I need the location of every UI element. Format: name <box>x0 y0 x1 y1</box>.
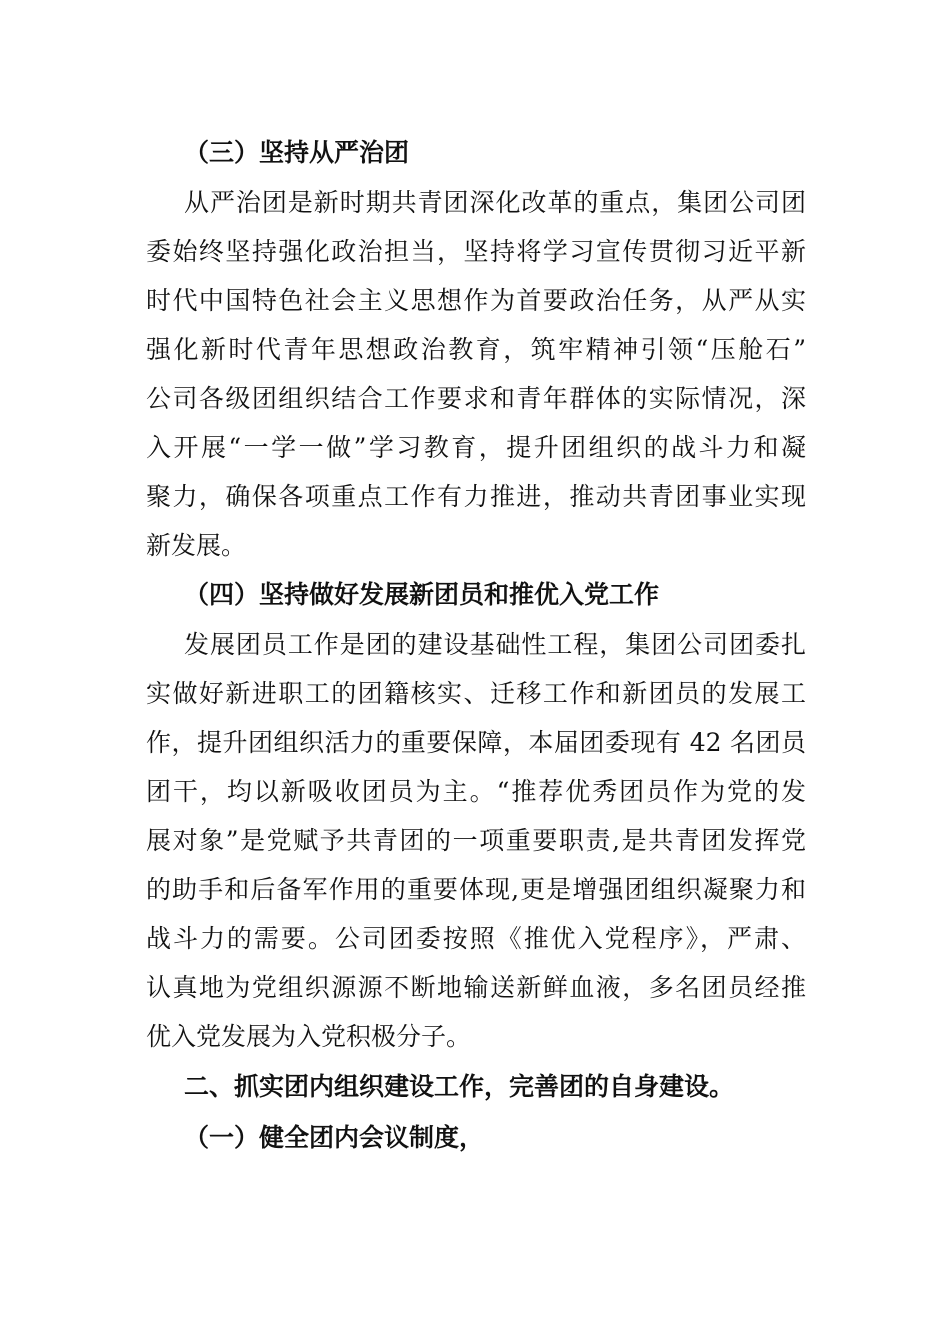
paragraph-line: 优入党发展为入党积极分子。 <box>146 1022 472 1051</box>
paragraph-line: 认真地为党组织源源不断地输送新鲜血液，多名团员经推 <box>146 973 806 1002</box>
paragraph-line: 强化新时代青年思想政治教育，筑牢精神引领“压舱石” <box>146 335 806 364</box>
section-heading-4: （四）坚持做好发展新团员和推优入党工作 <box>184 580 660 609</box>
paragraph-line: 战斗力的需要。公司团委按照《推优入党程序》，严肃、 <box>146 924 806 953</box>
paragraph-line: 作，提升团组织活力的重要保障，本届团委现有 42 名团员 <box>146 728 806 757</box>
paragraph-line: 发展团员工作是团的建设基础性工程，集团公司团委扎 <box>184 630 806 659</box>
paragraph-line: 新发展。 <box>146 531 247 560</box>
section-heading-3: （三）坚持从严治团 <box>184 138 410 167</box>
paragraph-line: 展对象”是党赋予共青团的一项重要职责,是共青团发挥党 <box>146 826 806 855</box>
paragraph-line: 公司各级团组织结合工作要求和青年群体的实际情况，深 <box>146 384 806 413</box>
paragraph-line: 实做好新进职工的团籍核实、迁移工作和新团员的发展工 <box>146 679 806 708</box>
paragraph-member-development <box>146 620 806 1061</box>
paragraph-line: 时代中国特色社会主义思想作为首要政治任务，从严从实 <box>146 286 806 315</box>
subsection-heading-1: （一）健全团内会议制度， <box>184 1123 485 1152</box>
paragraph-line: 聚力，确保各项重点工作有力推进，推动共青团事业实现 <box>146 482 806 511</box>
paragraph-line: 团干，均以新吸收团员为主。“推荐优秀团员作为党的发 <box>146 777 806 806</box>
section-heading-2: 二、抓实团内组织建设工作，完善团的自身建设。 <box>184 1072 735 1101</box>
document-body <box>146 128 806 1163</box>
paragraph-strict-governance <box>146 178 806 570</box>
paragraph-line: 委始终坚持强化政治担当，坚持将学习宣传贯彻习近平新 <box>146 237 806 266</box>
paragraph-line: 从严治团是新时期共青团深化改革的重点，集团公司团 <box>184 188 806 217</box>
paragraph-line: 的助手和后备军作用的重要体现,更是增强团组织凝聚力和 <box>146 875 806 904</box>
paragraph-line: 入开展“一学一做”学习教育，提升团组织的战斗力和凝 <box>146 433 806 462</box>
